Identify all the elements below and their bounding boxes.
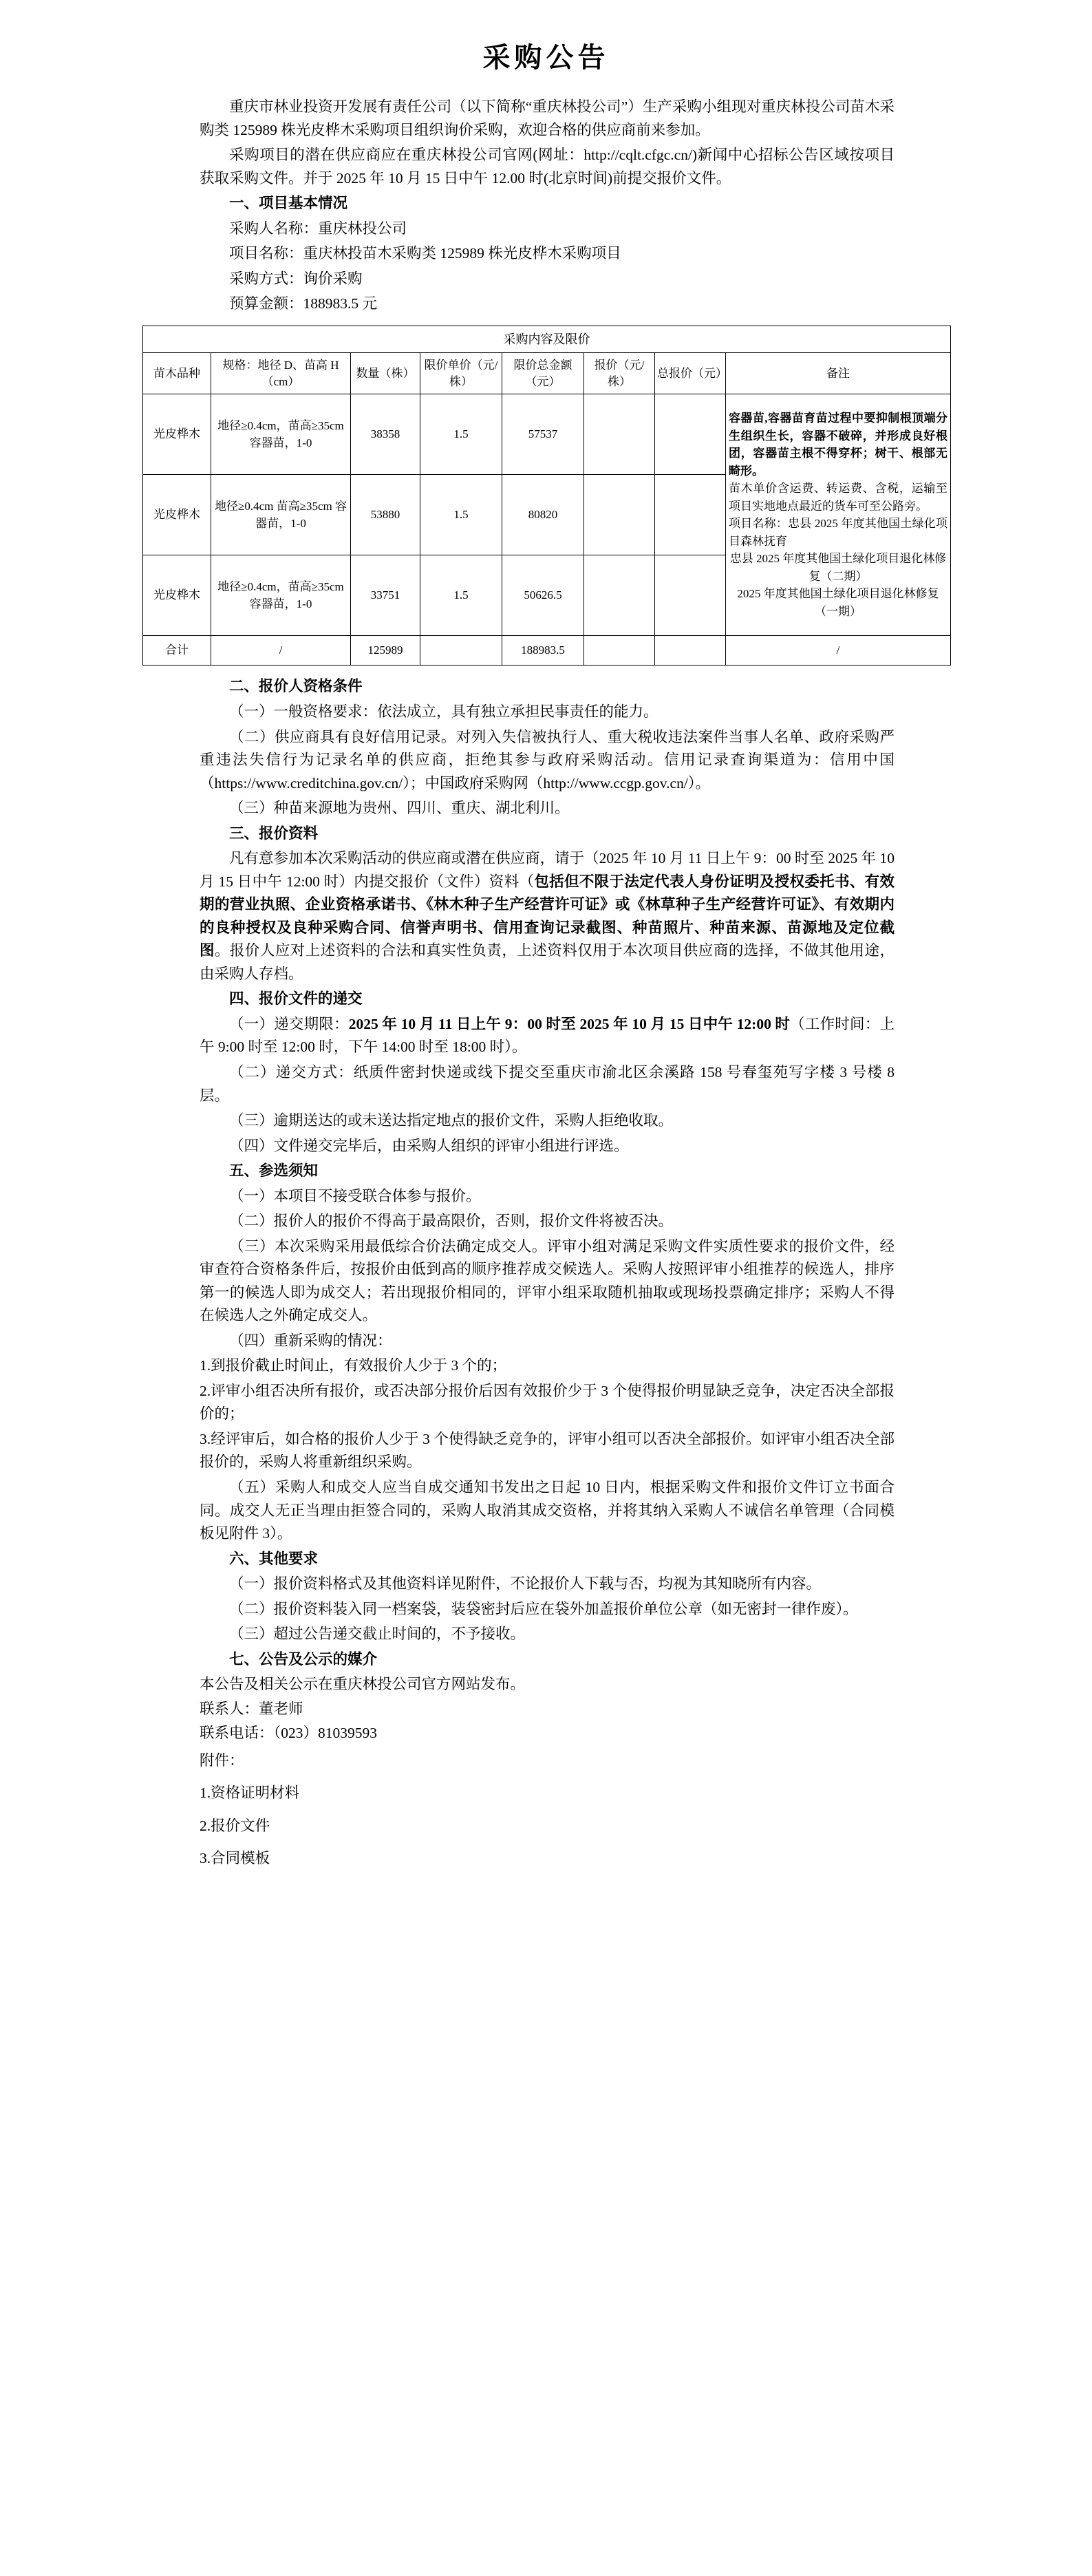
section-3-part-1: 凡有意参加本次采购活动的供应商或潜在供应商，请于（2025 年 10 月 11 日上午 9：00 时至 2025 年 10 月 15 日中午 12:00 时）内提交报价（文件）资料（ bbox=[200, 850, 895, 890]
table-total-row bbox=[143, 636, 951, 666]
section-7-heading: 七、公告及公示的媒介 bbox=[229, 1650, 378, 1668]
table-caption: 采购内容及限价 bbox=[143, 326, 951, 352]
section-1-line-3: 采购方式：询价采购 bbox=[229, 270, 363, 287]
section-4-item-3: （三）逾期送达的或未送达指定地点的报价文件，采购人拒绝收取。 bbox=[229, 1112, 674, 1129]
cell-limit-unit-price: 1.5 bbox=[420, 475, 502, 555]
header-limit-total: 限价总金额（元） bbox=[502, 352, 584, 394]
total-qty: 125989 bbox=[351, 636, 420, 666]
section-4-deadline bbox=[200, 1013, 895, 1059]
header-spec: 规格：地径 D、苗高 H（cm） bbox=[211, 352, 351, 394]
remark-line-2: 苗木单价含运费、转运费、含税，运输至项目实地地点最近的货车可至公路旁。 bbox=[729, 482, 948, 513]
table-caption-row bbox=[143, 326, 951, 352]
section-6-item-3: （三）超过公告递交截止时间的，不予接收。 bbox=[229, 1626, 526, 1643]
cell-bid-unit-price bbox=[584, 394, 655, 475]
total-bid-unit-price bbox=[584, 636, 655, 666]
total-limit-unit-price bbox=[420, 636, 502, 666]
total-remark: / bbox=[726, 636, 951, 666]
attachment-item-1: 1.资格证明材料 bbox=[200, 1785, 300, 1802]
header-bid-total: 总报价（元） bbox=[655, 352, 726, 394]
section-6-item-2: （二）报价资料装入同一档案袋，装袋密封后应在袋外加盖报价单位公章（如无密封一律作废）。 bbox=[229, 1600, 858, 1617]
page-title: 采购公告 bbox=[482, 42, 610, 73]
cell-spec: 地径≥0.4cm，苗高≥35cm 容器苗，1-0 bbox=[211, 394, 351, 475]
cell-bid-unit-price bbox=[584, 475, 655, 555]
header-limit-unit-price: 限价单价（元/株） bbox=[420, 352, 502, 394]
section-5-item-3: （三）本次采购采用最低综合价法确定成交人。评审小组对满足采购文件实质性要求的报价文件，经审查符合资格条件后，按报价由低到高的顺序推荐成交候选人。采购人按照评审小组推荐的候选人，排序第一的候选人即为成交人；若出现报价相同的，评审小组采取随机抽取或现场投票确定排序；采购人不得在候选人之外确定成交人。 bbox=[200, 1237, 895, 1324]
cell-bid-total bbox=[655, 555, 726, 636]
remark-line-4: 忠县 2025 年度其他国土绿化项目退化林修复（二期） bbox=[729, 552, 947, 583]
section-5-item-4: （四）重新采购的情况： bbox=[229, 1332, 392, 1349]
cell-bid-total bbox=[655, 394, 726, 475]
attachments-heading: 附件： bbox=[200, 1752, 244, 1769]
cell-limit-total: 57537 bbox=[502, 394, 584, 475]
section-7-line-1: 本公告及相关公示在重庆林投公司官方网站发布。 bbox=[200, 1676, 526, 1693]
section-5-item-2: （二）报价人的报价不得高于最高限价，否则，报价文件将被否决。 bbox=[229, 1213, 674, 1230]
cell-spec: 地径≥0.4cm 苗高≥35cm 容器苗，1-0 bbox=[211, 475, 351, 555]
section-1-heading: 一、项目基本情况 bbox=[229, 195, 348, 212]
cell-species: 光皮桦木 bbox=[143, 475, 211, 555]
deadline-label: （一）递交期限： bbox=[229, 1015, 349, 1032]
section-1-line-4: 预算金额：188983.5 元 bbox=[229, 295, 378, 312]
section-2-item-1: （一）一般资格要求：依法成立，具有独立承担民事责任的能力。 bbox=[229, 703, 659, 720]
document-body-continued bbox=[38, 675, 1054, 1871]
contact-person: 联系人：董老师 bbox=[200, 1700, 303, 1717]
cell-qty: 38358 bbox=[351, 394, 420, 475]
cell-spec: 地径≥0.4cm，苗高≥35cm 容器苗，1-0 bbox=[211, 555, 351, 636]
section-4-heading: 四、报价文件的递交 bbox=[229, 990, 363, 1008]
deadline-value: 2025 年 10 月 11 日上午 9：00 时至 2025 年 10 月 15 日中午 12:00 时 bbox=[348, 1015, 791, 1032]
table-row bbox=[143, 394, 951, 475]
section-5-heading: 五、参选须知 bbox=[229, 1162, 319, 1180]
cell-limit-total: 50626.5 bbox=[502, 555, 584, 636]
section-5-item-8: （五）采购人和成交人应当自成交通知书发出之日起 10 日内，根据采购文件和报价文件订立书面合同。成交人无正当理由拒签合同的，采购人取消其成交资格，并将其纳入采购人不诚信名单管理（合同模板见附件 3）。 bbox=[200, 1479, 895, 1542]
cell-species: 光皮桦木 bbox=[143, 394, 211, 475]
header-bid-unit-price: 报价（元/株） bbox=[584, 352, 655, 394]
contact-block bbox=[200, 1673, 895, 1745]
section-6-item-1: （一）报价资料格式及其他资料详见附件，不论报价人下载与否，均视为其知晓所有内容。 bbox=[229, 1575, 822, 1593]
section-2-item-3: （三）种苗来源地为贵州、四川、重庆、湖北利川。 bbox=[229, 800, 570, 817]
section-3-paragraph bbox=[200, 847, 895, 986]
remark-line-3: 项目名称：忠县 2025 年度其他国土绿化项目森林抚育 bbox=[729, 517, 948, 548]
header-species: 苗木品种 bbox=[143, 352, 211, 394]
section-3-heading: 三、报价资料 bbox=[229, 824, 319, 842]
cell-qty: 33751 bbox=[351, 555, 420, 636]
intro-paragraph-1: 重庆市林业投资开发展有责任公司（以下简称“重庆林投公司”）生产采购小组现对重庆林投公司苗木采购类 125989 株光皮桦木采购项目组织询价采购，欢迎合格的供应商前来参加。 bbox=[200, 98, 895, 138]
intro-paragraph-2: 采购项目的潜在供应商应在重庆林投公司官网(网址：http://cqlt.cfgc.cn/)新闻中心招标公告区域按项目获取采购文件。并于 2025 年 10 月 15 日中午 12.00 时(北京时间)前提交报价文件。 bbox=[200, 147, 895, 187]
cell-limit-unit-price: 1.5 bbox=[420, 394, 502, 475]
procurement-table bbox=[142, 326, 951, 666]
total-limit-total: 188983.5 bbox=[502, 636, 584, 666]
section-2-heading: 二、报价人资格条件 bbox=[229, 678, 363, 695]
section-5-item-5: 1.到报价截止时间止，有效报价人少于 3 个的； bbox=[200, 1357, 507, 1374]
section-5-item-6: 2.评审小组否决所有报价，或否决部分报价后因有效报价少于 3 个使得报价明显缺乏竞争，决定否决全部报价的； bbox=[200, 1382, 895, 1423]
total-bid-total bbox=[655, 636, 726, 666]
section-3-part-2-bold: 包括但不限于法定代表人身份证明及授权委托书、有效期的营业执照、企业资格承诺书、《林木种子生产经营许可证》或《林草种子生产经营许可证》、有效期内的良种授权及良种采购合同、信誉声明书、信用查询记录截图、种苗照片、种苗来源、苗源地及定位截图 bbox=[200, 873, 895, 959]
deadline-hours: （工作时间：上午 9:00 时至 12:00 时，下午 14:00 时至 18:00 时）。 bbox=[200, 1015, 895, 1056]
table-header-row bbox=[143, 352, 951, 394]
section-4-item-2: （二）递交方式：纸质件密封快递或线下提交至重庆市渝北区余溪路 158 号春玺苑写字楼 3 号楼 8 层。 bbox=[200, 1063, 895, 1104]
cell-qty: 53880 bbox=[351, 475, 420, 555]
cell-species: 光皮桦木 bbox=[143, 555, 211, 636]
section-4-item-4: （四）文件递交完毕后，由采购人组织的评审小组进行评选。 bbox=[229, 1137, 629, 1154]
cell-bid-total bbox=[655, 475, 726, 555]
attachments-block bbox=[200, 1749, 895, 1871]
cell-remark bbox=[726, 394, 951, 636]
section-1-line-2: 项目名称：重庆林投苗木采购类 125989 株光皮桦木采购项目 bbox=[229, 245, 621, 262]
document-body bbox=[38, 96, 1054, 316]
attachment-item-2: 2.报价文件 bbox=[200, 1817, 270, 1834]
header-qty: 数量（株） bbox=[351, 352, 420, 394]
total-spec: / bbox=[211, 636, 351, 666]
attachment-item-3: 3.合同模板 bbox=[200, 1850, 270, 1867]
contact-phone: 联系电话：（023）81039593 bbox=[200, 1725, 378, 1742]
section-3-part-3: 。报价人应对上述资料的合法和真实性负责，上述资料仅用于本次项目供应商的选择，不做其他用途，由采购人存档。 bbox=[200, 942, 895, 982]
section-2-item-2: （二）供应商具有良好信用记录。对列入失信被执行人、重大税收违法案件当事人名单、政府采购严重违法失信行为记录名单的供应商，拒绝其参与政府采购活动。信用记录查询渠道为：信用中国（https://www.creditchina.gov.cn/）；中国政府采购网（http://www.ccgp.gov.cn/）。 bbox=[200, 728, 895, 791]
section-6-heading: 六、其他要求 bbox=[229, 1550, 319, 1567]
remark-line-1: 容器苗,容器苗育苗过程中要抑制根顶端分生组织生长，容器不破碎，并形成良好根团，容器苗主根不得穿杯；树干、根部无畸形。 bbox=[729, 412, 948, 478]
section-5-item-7: 3.经评审后，如合格的报价人少于 3 个使得缺乏竞争的，评审小组可以否决全部报价。如评审小组否决全部报价的，采购人将重新组织采购。 bbox=[200, 1430, 895, 1471]
section-1-line-1: 采购人名称：重庆林投公司 bbox=[229, 220, 407, 237]
procurement-table-wrapper bbox=[38, 326, 1054, 666]
section-5-item-1: （一）本项目不接受联合体参与报价。 bbox=[229, 1187, 481, 1204]
cell-bid-unit-price bbox=[584, 555, 655, 636]
total-label: 合计 bbox=[143, 636, 211, 666]
header-remark: 备注 bbox=[726, 352, 951, 394]
cell-limit-unit-price: 1.5 bbox=[420, 555, 502, 636]
cell-limit-total: 80820 bbox=[502, 475, 584, 555]
remark-line-5: 2025 年度其他国土绿化项目退化林修复（一期） bbox=[737, 587, 939, 618]
